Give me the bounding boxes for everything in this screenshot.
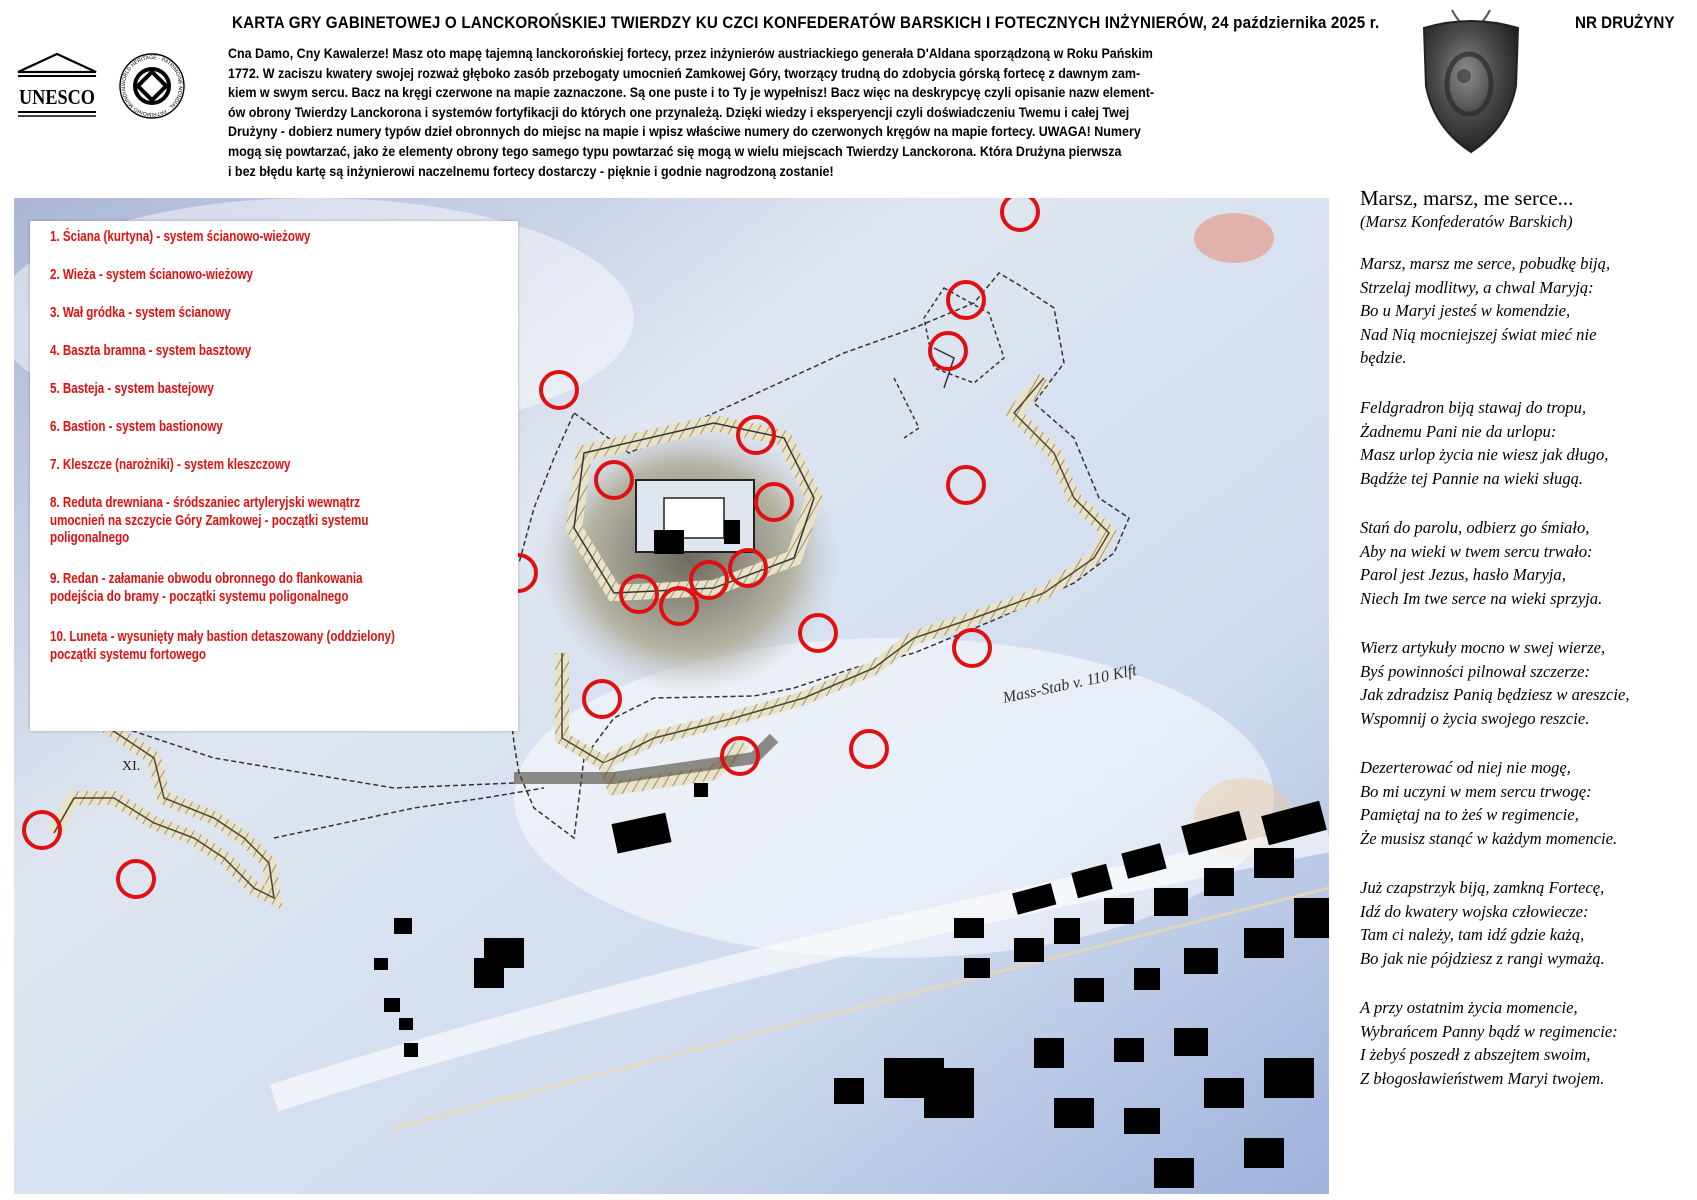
poem-line: Dezerterować od niej nie mogę,: [1360, 758, 1571, 777]
legend-item-10: [50, 629, 530, 664]
legend-item-9: [50, 571, 530, 606]
world-heritage-emblem: [118, 52, 186, 120]
poem-line: Idź do kwatery wojska człowiecze:: [1360, 901, 1589, 921]
poem-stanza: [1360, 996, 1618, 1090]
poem-line: Już czapstrzyk biją, zamkną Fortecę,: [1360, 878, 1605, 897]
poem-line: Feldgradron biją stawaj do tropu,: [1360, 398, 1587, 417]
svg-text:WORLD HERITAGE · PATRIMOINE MO: [121, 55, 183, 117]
poem-line: będzie.: [1360, 348, 1407, 368]
poem-line: I żebyś poszedł z abszejtem swoim,: [1360, 1045, 1591, 1065]
intro-line: Cna Damo, Cny Kawalerze! Masz oto mapę tajemną lanckorońskiej fortecy, przez inżynierów austriackiego generała D'Aldana sporządzoną w Roku Pańskim: [228, 46, 1153, 62]
poem-line: Wspomnij o życia swojego reszcie.: [1360, 708, 1590, 728]
map-label-xi: XI.: [122, 759, 141, 774]
poem-stanza: [1360, 396, 1608, 490]
poem-line: Wierz artykuły mocno w swej wierze,: [1360, 638, 1606, 657]
poem-line: Bądźże tej Pannie na wieki sługą.: [1360, 468, 1584, 488]
legend-item-5: [50, 381, 530, 399]
intro-line: kiem w swym sercu. Bacz na kręgi czerwone na mapie zaznaczone. Są one puste i to Ty je wypełnisz! Bacz więc na deskrypcyę czyli opisanie nazw element-: [228, 85, 1155, 102]
poem-line: Bo mi uczyni w mem sercu trwogę:: [1360, 781, 1592, 801]
legend-item-4: [50, 343, 530, 361]
card-title: KARTA GRY GABINETOWEJ O LANCKOROŃSKIEJ TWIERDZY KU CZCI KONFEDERATÓW BARSKICH I FOTECZNYCH INŻYNIERÓW, 24 października 2025 r.: [232, 14, 1380, 32]
poem-line: Marsz, marsz me serce, pobudkę biją,: [1360, 254, 1611, 273]
shield-emblem: [1412, 6, 1530, 156]
poem-stanza: [1360, 516, 1602, 610]
poem-line: Aby na wieki w twem sercu trwało:: [1360, 541, 1593, 561]
legend-item-line: 9. Redan - załamanie obwodu obronnego do flankowania: [50, 571, 363, 587]
intro-line: Drużyny - dobierz numery typów dzieł obronnych do miejsc na mapie i wpisz właściwe numery do czerwonych kręgów na mapie fortecy. UWAGA! Numery: [228, 124, 1141, 141]
intro-text: [228, 45, 1249, 182]
legend-item-6: [50, 419, 530, 437]
legend-item-line: podejścia do bramy - początki systemu poligonalnego: [50, 588, 349, 605]
poem-stanza: [1360, 252, 1610, 370]
legend-item-7: [50, 457, 530, 475]
unesco-logo: [16, 52, 98, 118]
poem-stanza: [1360, 876, 1605, 970]
poem-line: Niech Im twe serce na wieki sprzyja.: [1360, 588, 1603, 608]
poem-line: Strzelaj modlitwy, a chwal Maryją:: [1360, 277, 1594, 297]
legend-item-line: 3. Wał gródka - system ścianowy: [50, 305, 231, 321]
legend-item-line: poligonalnego: [50, 530, 130, 546]
intro-line: 1772. W zaciszu kwatery swojej rozważ głęboko zasób przebogaty umocnień Zamkowej Góry, tworzący trudną do zdobycia górską fortecę z dawnym zam-: [228, 65, 1141, 82]
poem-line: Nad Nią mocniejszej świat mieć nie: [1360, 324, 1597, 344]
legend-item-line: 2. Wieża - system ścianowo-wieżowy: [50, 267, 253, 283]
poem-line: Pamiętaj na to żeś w regimencie,: [1360, 805, 1579, 825]
poem-line: Bo jak nie pójdziesz z rangi wymażą.: [1360, 948, 1605, 968]
poem-line: Parol jest Jezus, hasło Maryja,: [1360, 565, 1566, 585]
legend-item-1: [50, 229, 530, 247]
poem-line: Byś powinności pilnował szczerze:: [1360, 661, 1590, 681]
poem-stanza: [1360, 756, 1617, 850]
poem-subtitle: (Marsz Konfederatów Barskich): [1360, 212, 1573, 231]
intro-line: ów obrony Twierdzy Lanckorona i systemów fortyfikacji do których one przynależą. Dzięki wiedzy i eksperyencji czyli doświadczeniu Twemu i całej Twej: [228, 104, 1130, 121]
legend-item-line: umocnień na szczycie Góry Zamkowej - początki systemu: [50, 512, 369, 529]
legend-item-line: 8. Reduta drewniana - śródszaniec artyleryjski wewnątrz: [50, 495, 361, 511]
poem-line: Jak zdradzisz Panią będziesz w areszcie,: [1360, 685, 1630, 705]
legend-panel: [30, 221, 518, 731]
poem-stanza: [1360, 636, 1629, 730]
poem-line: Bo u Maryi jesteś w komendzie,: [1360, 301, 1571, 321]
intro-line: mogą się powtarzać, jako że elementy obrony tego samego typu powtarzać się mogą w wielu miejscach Twierdzy Lanckorona. Która Drużyna pierwsza: [228, 143, 1122, 160]
poem-line: Z błogosławieństwem Maryi twojem.: [1360, 1068, 1605, 1088]
legend-item-2: [50, 267, 530, 285]
unesco-logo-text: UNESCO: [19, 85, 95, 109]
team-number-label: NR DRUŻYNY: [1575, 14, 1675, 32]
legend-item-line: 5. Basteja - system bastejowy: [50, 381, 214, 397]
legend-item-line: 7. Kleszcze (narożniki) - system kleszczowy: [50, 457, 291, 473]
legend-item-line: 1. Ściana (kurtyna) - system ścianowo-wieżowy: [50, 229, 311, 245]
legend-item-3: [50, 305, 530, 323]
poem-line: A przy ostatnim życia momencie,: [1360, 998, 1578, 1017]
poem-title: Marsz, marsz, me serce...: [1360, 186, 1574, 210]
legend-item-line: 4. Baszta bramna - system basztowy: [50, 343, 252, 359]
map-label-scale: Mass-Stab v. 110 Klft: [1001, 661, 1139, 707]
intro-line: i bez błędu kartę są inżynierowi naczelnemu fortecy dostarczy - pięknie i godnie nagrodzoną zostanie!: [228, 163, 834, 180]
poem-line: Stań do parolu, odbierz go śmiało,: [1360, 518, 1590, 537]
legend-item-8: [50, 495, 530, 548]
legend-item-line: 6. Bastion - system bastionowy: [50, 419, 223, 435]
poem-line: Żadnemu Pani nie da urlopu:: [1360, 421, 1557, 441]
whc-ring-text: WORLD HERITAGE · PATRIMOINE MONDIAL · PATRIMONIO MUNDIAL: [120, 54, 184, 118]
poem-line: Masz urlop życia nie wiesz jak długo,: [1360, 445, 1609, 465]
legend-item-line: 10. Luneta - wysunięty mały bastion detaszowany (oddzielony): [50, 629, 395, 645]
poem-line: Że musisz stanąć w każdym momencie.: [1360, 828, 1618, 848]
poem-line: Wybrańcem Panny bądź w regimencie:: [1360, 1021, 1618, 1041]
legend-item-line: początki systemu fortowego: [50, 646, 206, 663]
poem-line: Tam ci należy, tam idź gdzie każą,: [1360, 925, 1585, 945]
